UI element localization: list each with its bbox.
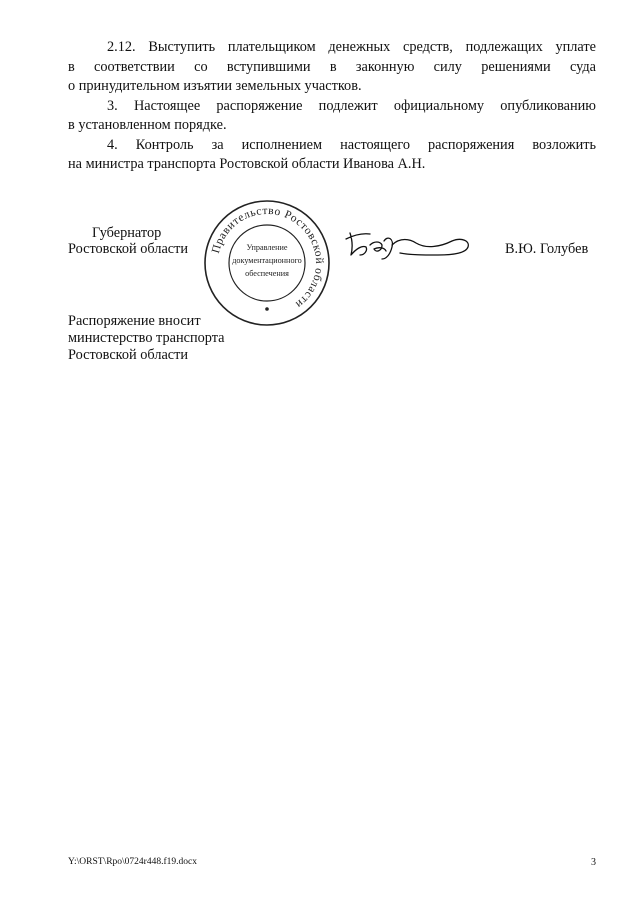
stamp-star-dot (265, 307, 269, 311)
paragraph-line: в соответствии со вступившими в законную силу решениями суда (68, 58, 596, 75)
official-stamp (202, 198, 332, 328)
governor-region: Ростовской области (68, 241, 189, 257)
paragraph-2-12 (68, 38, 596, 97)
submitter-line: министерство транспорта (68, 330, 225, 346)
paragraph-line: о принудительном изъятии земельных участков. (68, 78, 362, 94)
page-number: 3 (591, 857, 596, 868)
submitter-line: Распоряжение вносит (68, 313, 201, 329)
paragraph-line: в установленном порядке. (68, 117, 227, 133)
governor-title: Губернатор (92, 225, 162, 241)
paragraph-4 (68, 136, 596, 175)
paragraph-line: 3. Настоящее распоряжение подлежит официальному опубликованию (107, 97, 596, 114)
stamp-center-line: Управление (246, 243, 288, 252)
signer-name: В.Ю. Голубев (505, 241, 589, 257)
footer-file-path: Y:\ORST\Rpo\0724r448.f19.docx (68, 857, 197, 867)
handwritten-signature (340, 225, 480, 265)
stamp-center-line: документационного (232, 256, 302, 265)
paragraph-line: 4. Контроль за исполнением настоящего распоряжения возложить (107, 136, 596, 153)
paragraph-line: 2.12. Выступить плательщиком денежных средств, подлежащих уплате (107, 39, 596, 55)
stamp-ring-text: Правительство Ростовской области (210, 204, 326, 311)
submitter-line: Ростовской области (68, 347, 189, 363)
paragraph-line: на министра транспорта Ростовской области Иванова А.Н. (68, 156, 426, 172)
stamp-center-line: обеспечения (245, 269, 289, 278)
paragraph-3 (68, 97, 596, 136)
